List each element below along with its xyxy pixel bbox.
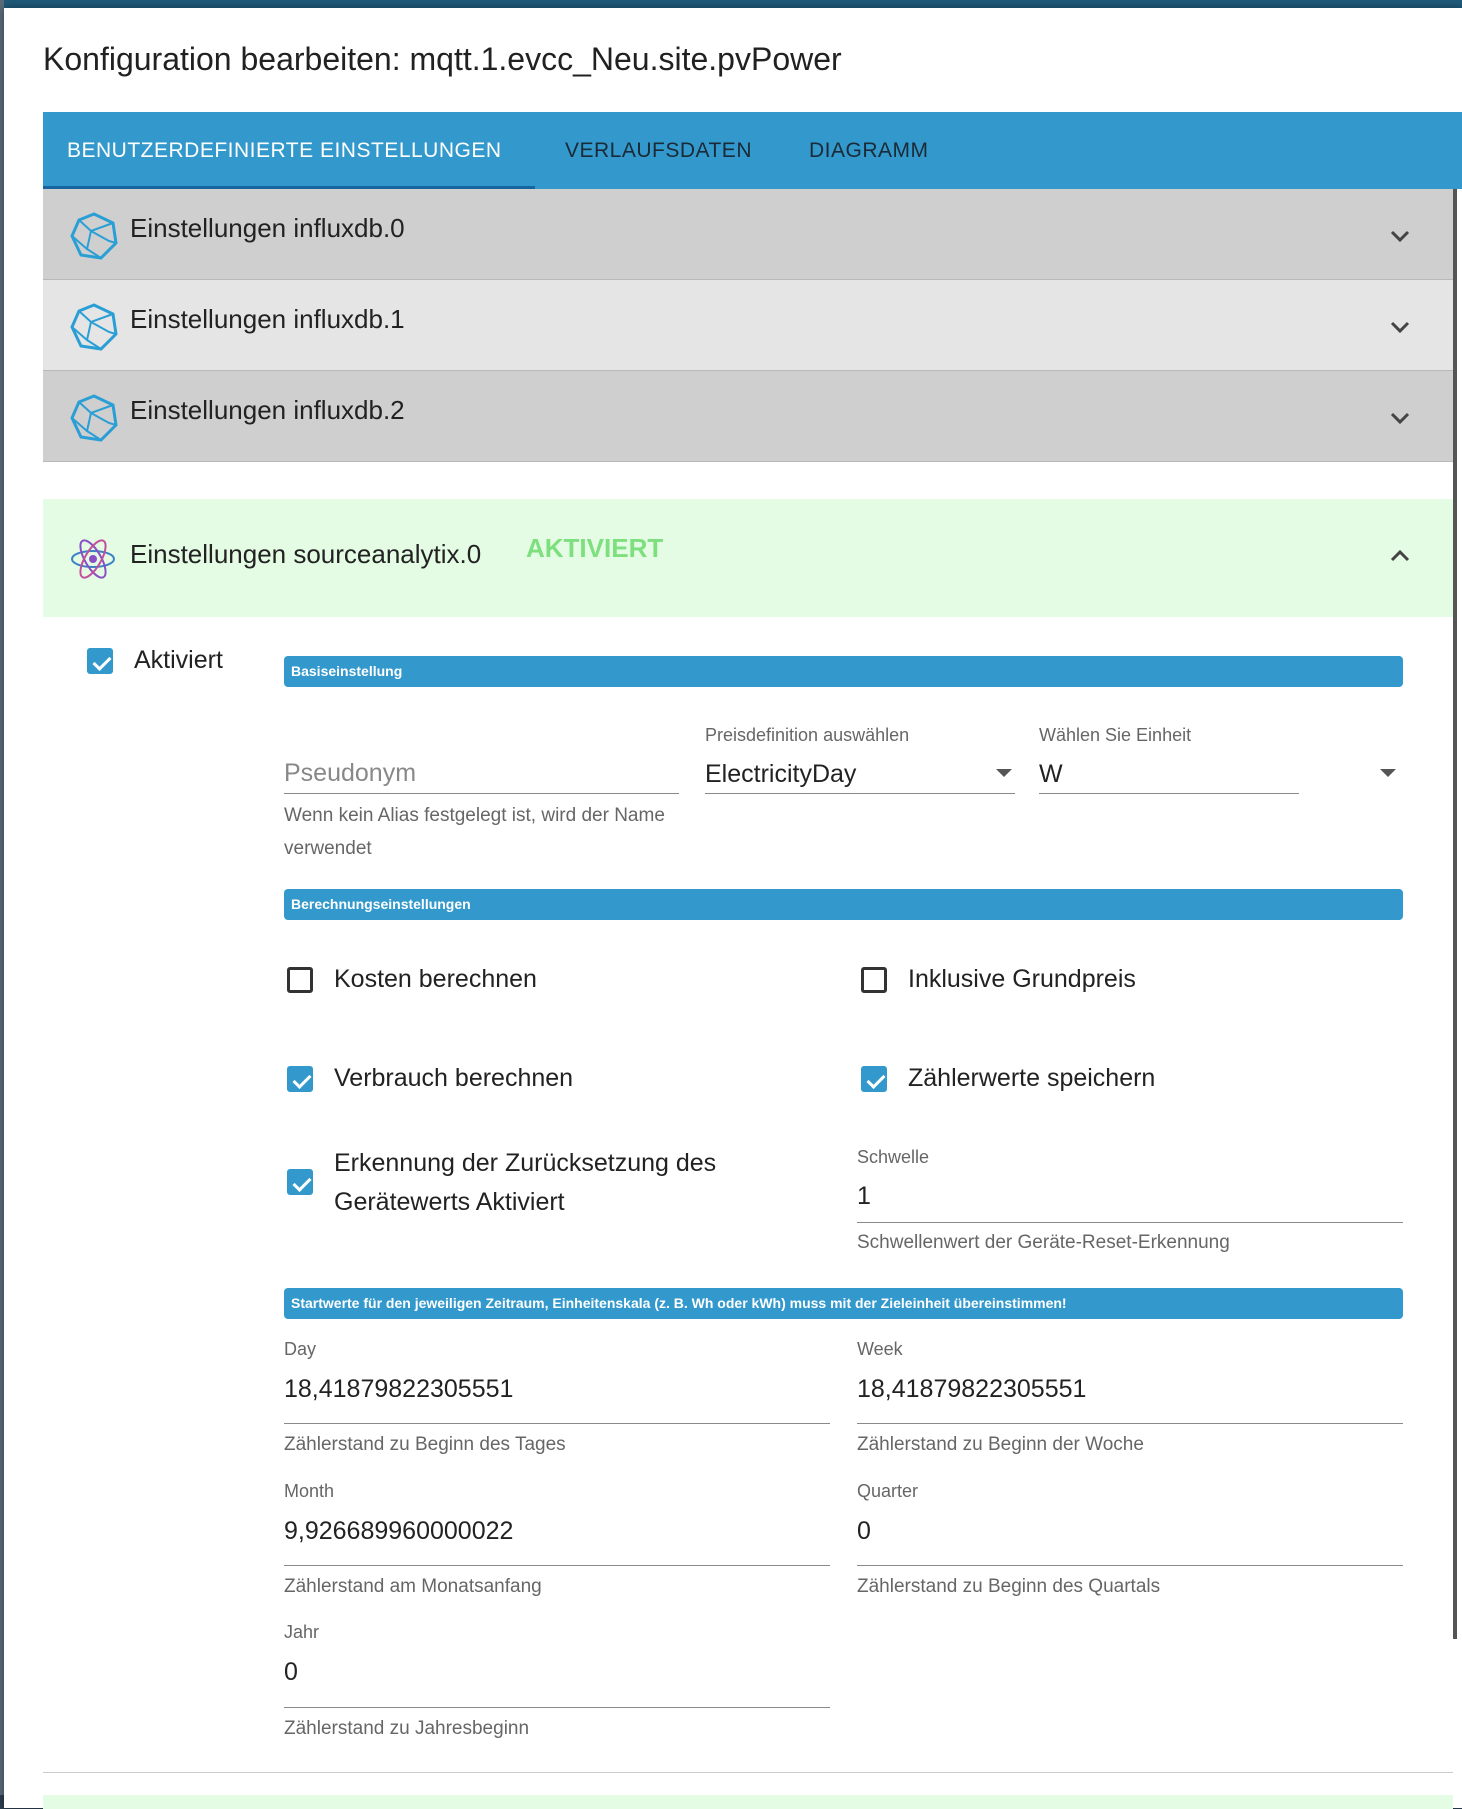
year-underline	[284, 1707, 830, 1708]
influxdb-icon	[69, 211, 119, 261]
accordion-influxdb-2[interactable]	[43, 371, 1453, 462]
section-calc-settings: Berechnungseinstellungen	[284, 889, 1403, 920]
threshold-input[interactable]: 1	[857, 1182, 871, 1210]
tab-bar	[43, 112, 1462, 189]
next-accordion-edge	[43, 1795, 1453, 1809]
threshold-underline	[857, 1222, 1403, 1223]
day-underline	[284, 1423, 830, 1424]
accordion-influxdb-0[interactable]	[43, 189, 1453, 280]
tab-chart[interactable]: DIAGRAMM	[809, 139, 929, 162]
alias-helper-text: Wenn kein Alias festgelegt ist, wird der Name verwendet	[284, 805, 665, 859]
quarter-helper-text: Zählerstand zu Beginn des Quartals	[857, 1576, 1161, 1597]
threshold-helper-text: Schwellenwert der Geräte-Reset-Erkennung	[857, 1232, 1230, 1253]
quarter-input[interactable]: 0	[857, 1517, 871, 1545]
week-input[interactable]: 18,41879822305551	[857, 1375, 1087, 1403]
accordion-label: Einstellungen influxdb.1	[130, 304, 405, 334]
day-input[interactable]: 18,41879822305551	[284, 1375, 514, 1403]
month-input[interactable]: 9,926689960000022	[284, 1517, 514, 1545]
day-helper-text: Zählerstand zu Beginn des Tages	[284, 1434, 566, 1455]
chevron-up-icon	[1387, 543, 1413, 569]
atom-icon	[69, 535, 117, 583]
chevron-down-icon	[1387, 223, 1413, 249]
alias-input[interactable]: Pseudonym	[284, 759, 417, 787]
reset-detection-checkbox[interactable]	[287, 1169, 313, 1195]
month-helper-text: Zählerstand am Monatsanfang	[284, 1576, 542, 1597]
influxdb-icon	[69, 393, 119, 443]
price-underline	[705, 793, 1015, 794]
threshold-label: Schwelle	[857, 1147, 930, 1167]
month-underline	[284, 1565, 830, 1566]
enabled-label: Aktiviert	[134, 646, 223, 674]
enabled-checkbox[interactable]	[87, 648, 113, 674]
base-price-checkbox[interactable]	[861, 967, 887, 993]
section-basic-settings: Basiseinstellung	[284, 656, 1403, 687]
section-divider	[43, 1772, 1453, 1773]
scrollbar[interactable]	[1453, 189, 1457, 1639]
tab-custom-settings[interactable]: BENUTZERDEFINIERTE EINSTELLUNGEN	[67, 139, 502, 162]
calc-costs-label: Kosten berechnen	[334, 965, 537, 993]
accordion-influxdb-1[interactable]	[43, 280, 1453, 371]
week-underline	[857, 1423, 1403, 1424]
chevron-down-icon	[1387, 314, 1413, 340]
price-definition-label: Preisdefinition auswählen	[705, 725, 910, 745]
accordion-label: Einstellungen sourceanalytix.0	[130, 539, 482, 569]
quarter-label: Quarter	[857, 1481, 919, 1501]
status-badge: AKTIVIERT	[526, 533, 664, 563]
calc-consumption-label: Verbrauch berechnen	[334, 1064, 574, 1092]
week-label: Week	[857, 1339, 903, 1359]
week-helper-text: Zählerstand zu Beginn der Woche	[857, 1434, 1144, 1455]
unit-label: Wählen Sie Einheit	[1039, 725, 1192, 745]
dropdown-arrow-icon[interactable]	[996, 769, 1012, 777]
quarter-underline	[857, 1565, 1403, 1566]
config-dialog	[4, 8, 1462, 1808]
section-start-values: Startwerte für den jeweiligen Zeitraum, Einheitenskala (z. B. Wh oder kWh) muss mit der Zieleinheit übereinstimmen!	[284, 1288, 1403, 1319]
price-definition-select[interactable]: ElectricityDay	[705, 760, 857, 788]
year-label: Jahr	[284, 1622, 320, 1642]
month-label: Month	[284, 1481, 335, 1501]
dialog-title: Konfiguration bearbeiten: mqtt.1.evcc_Neu.site.pvPower	[43, 41, 842, 77]
calc-costs-checkbox[interactable]	[287, 967, 313, 993]
store-meter-label: Zählerwerte speichern	[908, 1064, 1156, 1092]
chevron-down-icon	[1387, 405, 1413, 431]
day-label: Day	[284, 1339, 317, 1359]
calc-consumption-checkbox[interactable]	[287, 1066, 313, 1092]
year-input[interactable]: 0	[284, 1658, 298, 1686]
reset-detection-label: Erkennung der Zurücksetzung des Gerätewerts Aktiviert	[334, 1149, 717, 1216]
unit-select[interactable]: W	[1039, 760, 1063, 788]
influxdb-icon	[69, 302, 119, 352]
base-price-label: Inklusive Grundpreis	[908, 965, 1136, 993]
settings-content	[43, 189, 1453, 1809]
dropdown-arrow-icon[interactable]	[1380, 769, 1396, 777]
alias-underline	[284, 793, 679, 794]
accordion-label: Einstellungen influxdb.2	[130, 395, 405, 425]
tab-history-data[interactable]: VERLAUFSDATEN	[565, 139, 752, 162]
accordion-label: Einstellungen influxdb.0	[130, 213, 405, 243]
accordion-sourceanalytix-0[interactable]	[43, 499, 1453, 617]
unit-underline	[1039, 793, 1299, 794]
year-helper-text: Zählerstand zu Jahresbeginn	[284, 1718, 530, 1739]
store-meter-checkbox[interactable]	[861, 1066, 887, 1092]
